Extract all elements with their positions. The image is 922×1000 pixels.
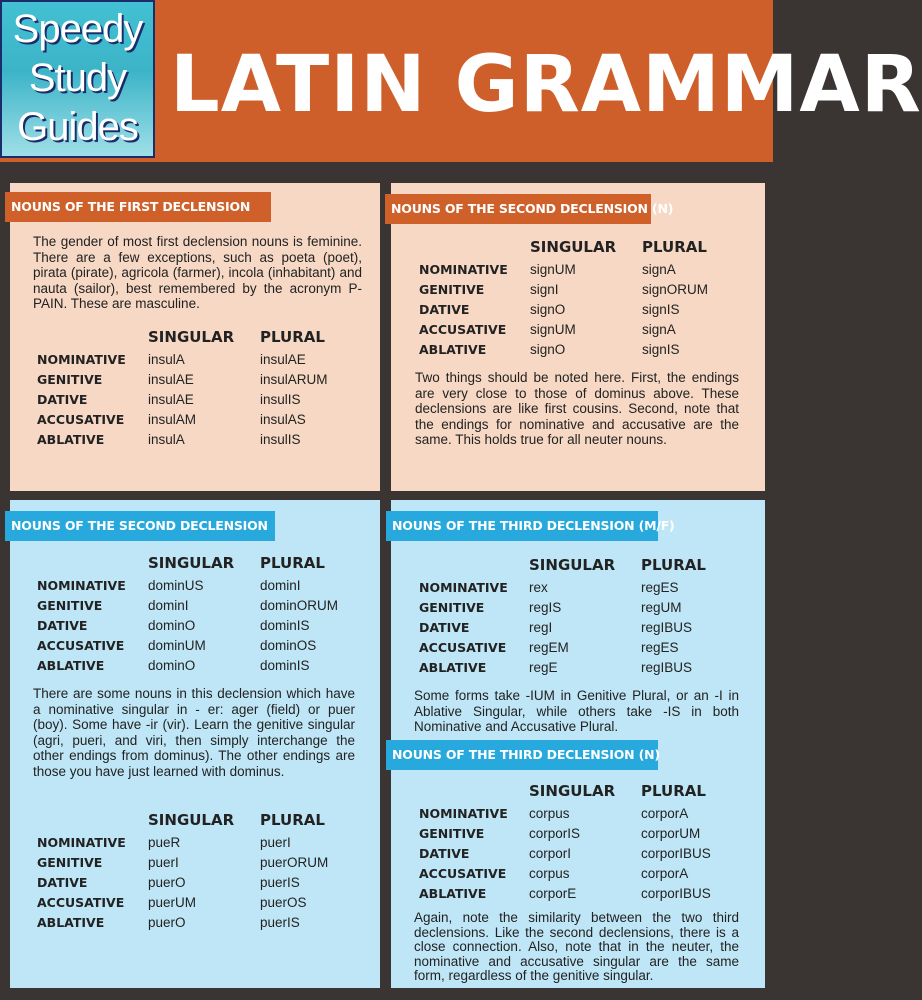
puer-table: [37, 811, 357, 932]
table-row: [37, 409, 357, 429]
singular-form: dominO: [148, 657, 196, 673]
plural-header: PLURAL: [260, 811, 325, 829]
plural-form: puerIS: [260, 874, 300, 890]
plural-form: signIS: [642, 341, 680, 357]
logo-line-1: Speedy: [12, 7, 143, 51]
third-neuter-note: Again, note the similarity between the two third declensions. Like the second declensions, there is a close connection. Also, note that in the neuter, the nominative and accusative singular are the same form, regardless of the genitive singular.: [414, 910, 739, 983]
table-row: [37, 350, 357, 370]
plural-form: insulIS: [260, 431, 301, 447]
table-row: [419, 844, 739, 864]
table-row: [419, 300, 739, 320]
plural-header: PLURAL: [641, 782, 706, 800]
singular-form: pueR: [148, 835, 181, 851]
case-label: DATIVE: [37, 391, 88, 407]
singular-header: SINGULAR: [148, 554, 235, 572]
plural-form: insulAE: [260, 352, 306, 368]
plural-form: signA: [642, 321, 676, 337]
case-label: GENITIVE: [37, 855, 103, 871]
singular-form: puerUM: [148, 894, 197, 910]
plural-form: dominOS: [260, 637, 317, 653]
singular-form: corpus: [529, 806, 570, 822]
third-mf-table: [419, 556, 739, 677]
header-banner: [0, 0, 922, 162]
singular-header: SINGULAR: [148, 811, 235, 829]
case-label: DATIVE: [419, 845, 470, 861]
case-label: ACCUSATIVE: [419, 321, 507, 337]
singular-form: insulAM: [148, 411, 197, 427]
case-label: ABLATIVE: [419, 341, 487, 357]
case-label: ACCUSATIVE: [37, 637, 125, 653]
table-row: [419, 339, 739, 359]
singular-header: SINGULAR: [530, 238, 617, 256]
plural-form: corporA: [641, 865, 689, 881]
table-row: [37, 596, 357, 616]
table-row: [419, 804, 739, 824]
singular-form: dominI: [148, 598, 189, 614]
third-neuter-table: [419, 782, 739, 903]
table-row: [37, 390, 357, 410]
table-header-empty: [37, 328, 148, 350]
plural-form: regIBUS: [641, 619, 693, 635]
singular-form: regIS: [529, 600, 562, 616]
plural-form: corporUM: [641, 826, 701, 842]
second-neuter-note: Two things should be noted here. First, the endings are very close to those of dominus above. These declensions are like first cousins. Second, note that the endings for nominative and accusative are the same. This holds true for all neuter nouns.: [415, 370, 739, 447]
table-row: [419, 618, 739, 638]
plural-form: insulIS: [260, 391, 301, 407]
case-label: DATIVE: [37, 617, 88, 633]
logo-line-3: Guides: [17, 105, 138, 149]
singular-form: puerO: [148, 874, 186, 890]
case-label: NOMINATIVE: [419, 806, 508, 822]
first-declension-table: [37, 328, 357, 449]
plural-form: corporA: [641, 806, 689, 822]
case-label: GENITIVE: [37, 372, 103, 388]
plural-form: dominIS: [260, 617, 310, 633]
case-label: GENITIVE: [419, 600, 485, 616]
singular-form: corporIS: [529, 826, 581, 842]
singular-form: signO: [530, 301, 566, 317]
case-label: DATIVE: [37, 874, 88, 890]
singular-form: signUM: [530, 321, 576, 337]
table-header-empty: [419, 238, 530, 260]
singular-form: dominO: [148, 617, 196, 633]
plural-form: regUM: [641, 600, 682, 616]
table-row: [37, 892, 357, 912]
table-row: [419, 883, 739, 903]
table-row: [37, 635, 357, 655]
singular-header: SINGULAR: [529, 782, 616, 800]
case-label: ACCUSATIVE: [419, 639, 507, 655]
singular-form: corporE: [529, 885, 577, 901]
singular-form: rex: [529, 580, 548, 596]
case-label: NOMINATIVE: [37, 578, 126, 594]
plural-form: puerIS: [260, 914, 300, 930]
singular-form: regI: [529, 619, 553, 635]
singular-form: insulA: [148, 431, 185, 447]
plural-form: puerI: [260, 835, 291, 851]
singular-header: SINGULAR: [148, 328, 235, 346]
case-label: ABLATIVE: [37, 657, 105, 673]
third-mf-note: Some forms take -IUM in Genitive Plural, or an -I in Ablative Singular, while others take -IS in both Nominative and Accusative Plural.: [414, 688, 739, 734]
table-row: [37, 873, 357, 893]
plural-header: PLURAL: [260, 328, 325, 346]
plural-form: signIS: [642, 301, 680, 317]
case-label: ACCUSATIVE: [419, 865, 507, 881]
table-row: [419, 863, 739, 883]
table-row: [419, 637, 739, 657]
case-label: DATIVE: [419, 619, 470, 635]
singular-form: regE: [529, 659, 558, 675]
singular-form: corporI: [529, 845, 572, 861]
plural-form: corporIBUS: [641, 885, 711, 901]
table-row: [419, 657, 739, 677]
table-row: [419, 260, 739, 280]
singular-form: insulAE: [148, 391, 194, 407]
case-label: GENITIVE: [419, 282, 485, 298]
singular-form: dominUS: [148, 578, 204, 594]
second-declension-heading: NOUNS OF THE SECOND DECLENSION: [5, 511, 275, 541]
second-neuter-heading: NOUNS OF THE SECOND DECLENSION (N): [385, 194, 651, 224]
case-label: GENITIVE: [37, 598, 103, 614]
singular-form: puerO: [148, 914, 186, 930]
singular-form: insulA: [148, 352, 185, 368]
case-label: ACCUSATIVE: [37, 894, 125, 910]
case-label: DATIVE: [419, 301, 470, 317]
table-row: [419, 280, 739, 300]
plural-form: regIBUS: [641, 659, 693, 675]
plural-form: corporIBUS: [641, 845, 711, 861]
singular-form: dominUM: [148, 637, 206, 653]
plural-form: dominIS: [260, 657, 310, 673]
table-row: [37, 833, 357, 853]
singular-form: signO: [530, 341, 566, 357]
plural-form: regES: [641, 639, 679, 655]
case-label: NOMINATIVE: [37, 352, 126, 368]
table-row: [37, 655, 357, 675]
singular-form: corpus: [529, 865, 570, 881]
table-row: [37, 576, 357, 596]
table-row: [419, 578, 739, 598]
case-label: ABLATIVE: [419, 885, 487, 901]
case-label: ABLATIVE: [419, 659, 487, 675]
plural-form: signORUM: [642, 282, 709, 298]
plural-form: regES: [641, 580, 679, 596]
table-row: [37, 853, 357, 873]
table-header-empty: [37, 811, 148, 833]
case-label: NOMINATIVE: [419, 262, 508, 278]
singular-form: insulAE: [148, 372, 194, 388]
plural-form: puerOS: [260, 894, 307, 910]
case-label: ACCUSATIVE: [37, 411, 125, 427]
singular-header: SINGULAR: [529, 556, 616, 574]
table-header-empty: [37, 554, 148, 576]
table-row: [419, 824, 739, 844]
plural-form: dominI: [260, 578, 301, 594]
second-declension-table: [37, 554, 357, 675]
case-label: NOMINATIVE: [419, 580, 508, 596]
plural-header: PLURAL: [642, 238, 707, 256]
page-title: LATIN GRAMMAR: [170, 40, 922, 130]
speedy-study-guides-logo: [0, 0, 155, 158]
singular-form: signUM: [530, 262, 576, 278]
plural-header: PLURAL: [641, 556, 706, 574]
logo-line-2: Study: [28, 56, 127, 100]
plural-form: dominORUM: [260, 598, 339, 614]
plural-header: PLURAL: [260, 554, 325, 572]
table-row: [37, 429, 357, 449]
third-neuter-heading: NOUNS OF THE THIRD DECLENSION (N): [386, 740, 658, 770]
case-label: ABLATIVE: [37, 914, 105, 930]
third-mf-heading: NOUNS OF THE THIRD DECLENSION (M/F): [386, 511, 658, 541]
first-declension-intro: The gender of most first declension nouns is feminine. There are a few exceptions, such as poeta (poet), pirata (pirate), agricola (farmer), incola (inhabitant) and nauta (sailor), best remembered by the acronym P-PAIN. These are masculine.: [33, 234, 362, 311]
plural-form: insulARUM: [260, 372, 328, 388]
case-label: GENITIVE: [419, 826, 485, 842]
singular-form: puerI: [148, 855, 179, 871]
second-declension-note: There are some nouns in this declension which have a nominative singular in - er: ager (field) or puer (boy). Some have -ir (vir). Learn the genitive singular (agri, pueri, and viri, then simply interchange the other endings from dominus). The other endings are those you have just learned with dominus.: [33, 686, 355, 779]
table-row: [419, 598, 739, 618]
singular-form: signI: [530, 282, 559, 298]
table-header-empty: [419, 782, 529, 804]
plural-form: puerORUM: [260, 855, 329, 871]
case-label: ABLATIVE: [37, 431, 105, 447]
table-header-empty: [419, 556, 529, 578]
singular-form: regEM: [529, 639, 569, 655]
table-row: [37, 616, 357, 636]
second-neuter-table: [419, 238, 739, 359]
first-declension-heading: NOUNS OF THE FIRST DECLENSION: [5, 192, 271, 222]
table-row: [37, 912, 357, 932]
plural-form: signA: [642, 262, 676, 278]
plural-form: insulAS: [260, 411, 306, 427]
case-label: NOMINATIVE: [37, 835, 126, 851]
table-row: [37, 370, 357, 390]
table-row: [419, 319, 739, 339]
